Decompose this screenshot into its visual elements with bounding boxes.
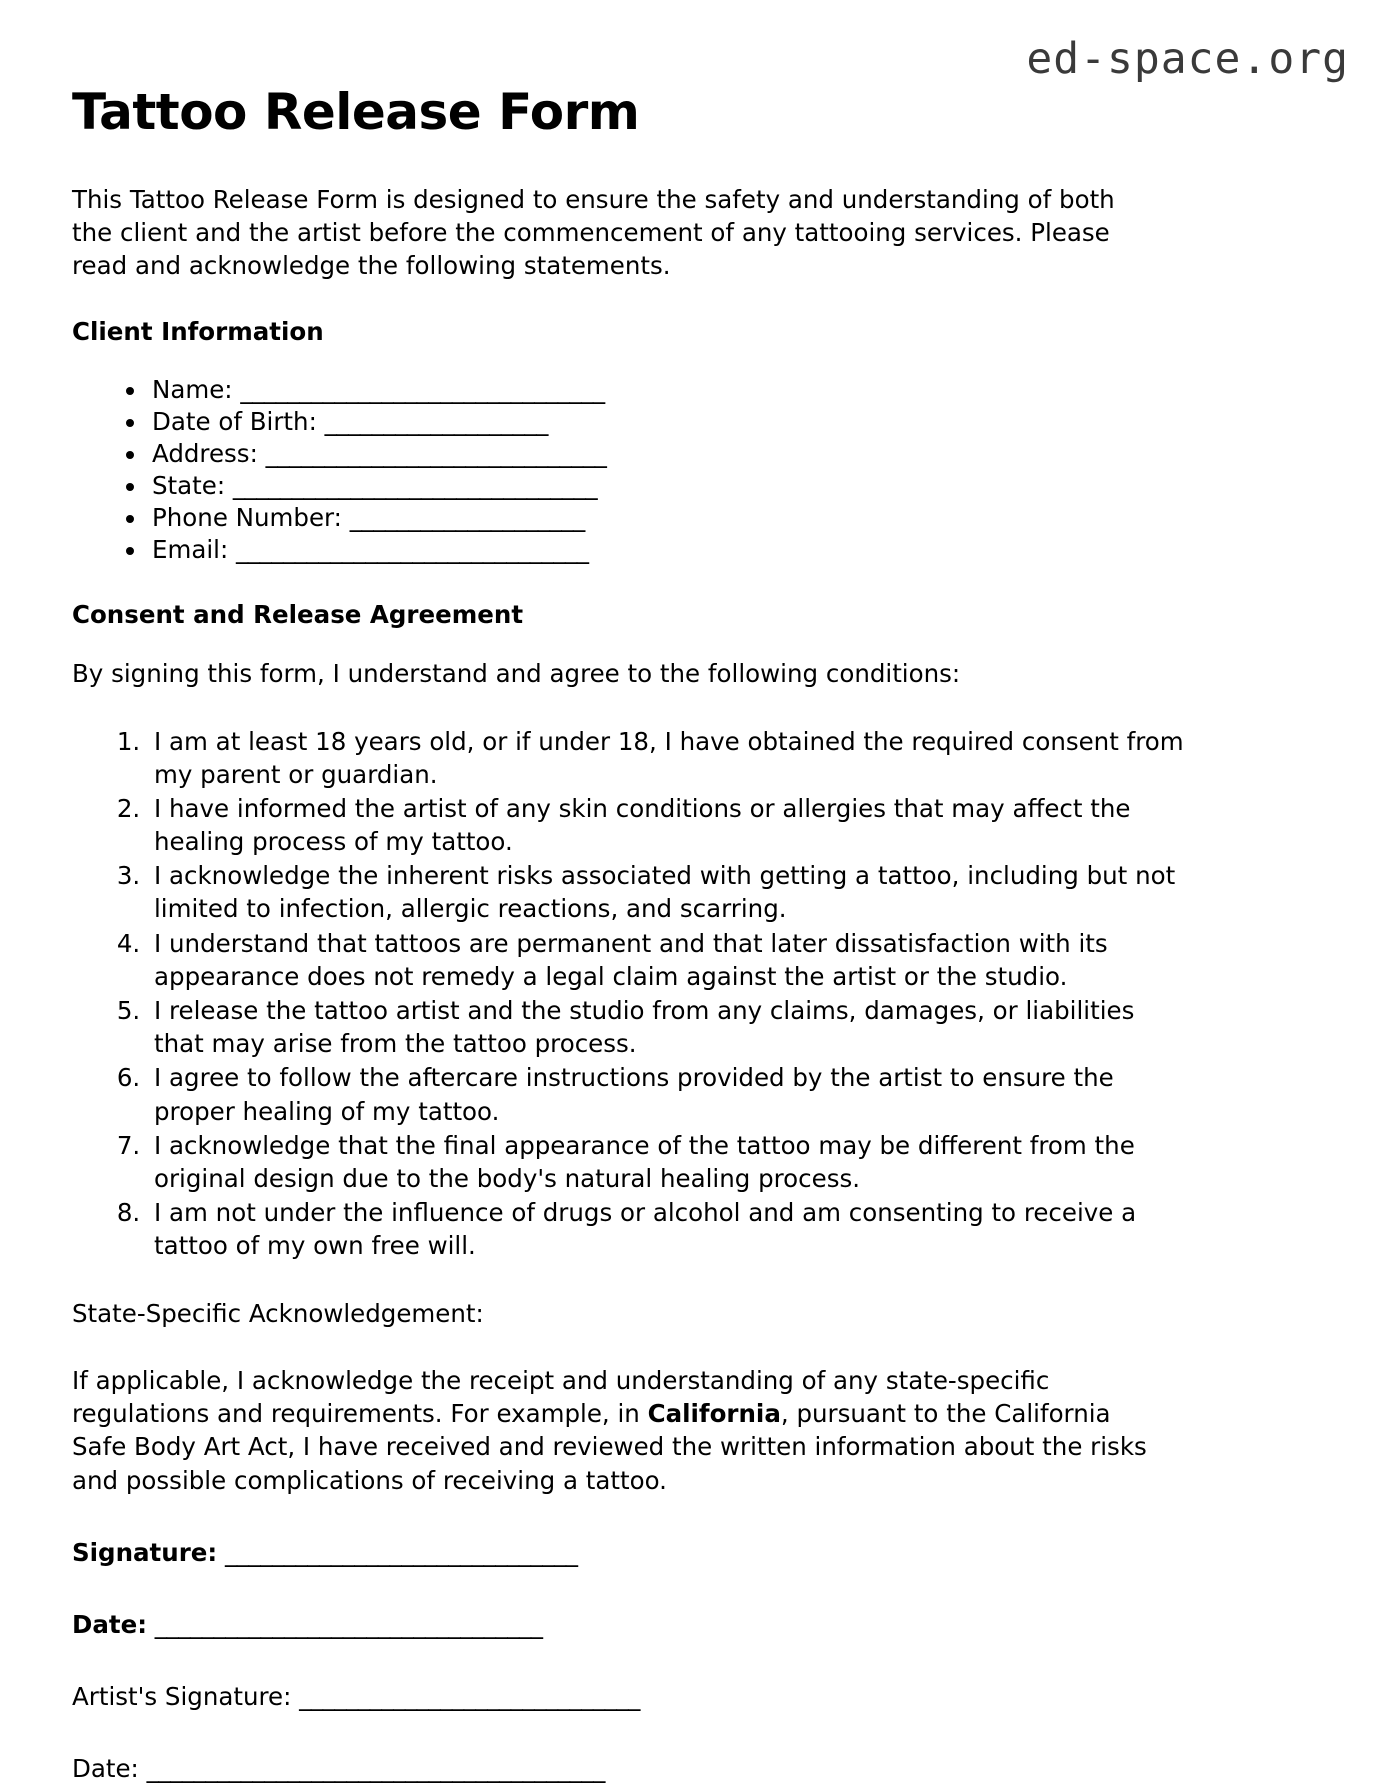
consent-conditions-list (72, 725, 1302, 1263)
field-label: Email: (152, 534, 229, 564)
field-blank[interactable]: _______________________________ (232, 470, 598, 500)
signature-block (72, 1537, 1302, 1784)
field-blank[interactable]: _______________________________ (240, 375, 605, 405)
client-information-fields (72, 374, 1302, 565)
consent-heading: Consent and Release Agreement (72, 600, 524, 630)
client-signature-label: Signature: (72, 1538, 218, 1568)
list-item: 4. I understand that tattoos are permanent and that later dissatisfaction with its appearance does not remedy a legal claim against the artist or the studio. (148, 927, 1188, 993)
client-date-row (72, 1609, 1302, 1641)
field-blank[interactable]: _____________________________ (265, 438, 607, 468)
field-blank[interactable]: ___________________ (324, 407, 548, 437)
client-date-blank[interactable]: _________________________________ (154, 1609, 543, 1639)
list-item (148, 502, 1302, 534)
field-label: State: (152, 470, 226, 500)
list-item: 5. I release the tattoo artist and the studio from any claims, damages, or liabilities that may arise from the tattoo process. (148, 994, 1188, 1060)
client-signature-blank[interactable]: ______________________________ (225, 1538, 578, 1568)
list-item: 8. I am not under the influence of drugs or alcohol and am consenting to receive a tattoo of my own free will. (148, 1196, 1188, 1262)
site-watermark: ed-space.org (1026, 34, 1349, 84)
list-item (148, 534, 1302, 566)
list-item (148, 438, 1302, 470)
page-title: Tattoo Release Form (72, 83, 640, 141)
field-blank[interactable]: ____________________ (349, 502, 585, 532)
artist-signature-blank[interactable]: _____________________________ (299, 1681, 640, 1711)
list-item: 1. I am at least 18 years old, or if under 18, I have obtained the required consent from my parent or guardian. (148, 725, 1188, 791)
list-item (148, 470, 1302, 502)
intro-paragraph: This Tattoo Release Form is designed to ensure the safety and understanding of both the client and the artist before the commencement of any tattooing services. Please read and acknowledge the following statements. (72, 184, 1115, 281)
state-specific-paragraph (72, 1364, 1162, 1497)
state-specific-text-part2: , pursuant to the California Safe Body Art Act, I have received and reviewed the written information about the risks and possible complications of receiving a tattoo. (72, 1399, 1147, 1495)
field-label: Phone Number: (152, 502, 342, 532)
artist-date-row (72, 1753, 1302, 1784)
field-blank[interactable]: ______________________________ (236, 534, 589, 564)
client-date-label: Date: (72, 1609, 147, 1639)
list-item: 6. I agree to follow the aftercare instructions provided by the artist to ensure the proper healing of my tattoo. (148, 1061, 1188, 1127)
consent-intro-paragraph: By signing this form, I understand and agree to the following conditions: (72, 659, 961, 689)
artist-date-label: Date: (72, 1753, 139, 1783)
client-signature-row (72, 1537, 1302, 1569)
list-item (148, 406, 1302, 438)
field-label: Name: (152, 375, 233, 405)
state-name-emphasis: California (647, 1399, 781, 1429)
client-information-heading: Client Information (72, 317, 324, 347)
list-item: 2. I have informed the artist of any skin conditions or allergies that may affect the healing process of my tattoo. (148, 792, 1188, 858)
list-item: 3. I acknowledge the inherent risks associated with getting a tattoo, including but not limited to infection, allergic reactions, and scarring. (148, 859, 1188, 925)
artist-signature-label: Artist's Signature: (72, 1681, 292, 1711)
list-item (148, 374, 1302, 406)
artist-signature-row (72, 1681, 1302, 1713)
field-label: Date of Birth: (152, 407, 317, 437)
field-label: Address: (152, 438, 258, 468)
state-specific-label: State-Specific Acknowledgement: (72, 1298, 484, 1328)
state-specific-text-part1: If applicable, I acknowledge the receipt and understanding of any state-specific regulations and requirements. For example, in (72, 1365, 1050, 1429)
list-item: 7. I acknowledge that the final appearance of the tattoo may be different from the original design due to the body's natural healing process. (148, 1129, 1188, 1195)
artist-date-blank[interactable]: _______________________________________ (146, 1753, 605, 1783)
